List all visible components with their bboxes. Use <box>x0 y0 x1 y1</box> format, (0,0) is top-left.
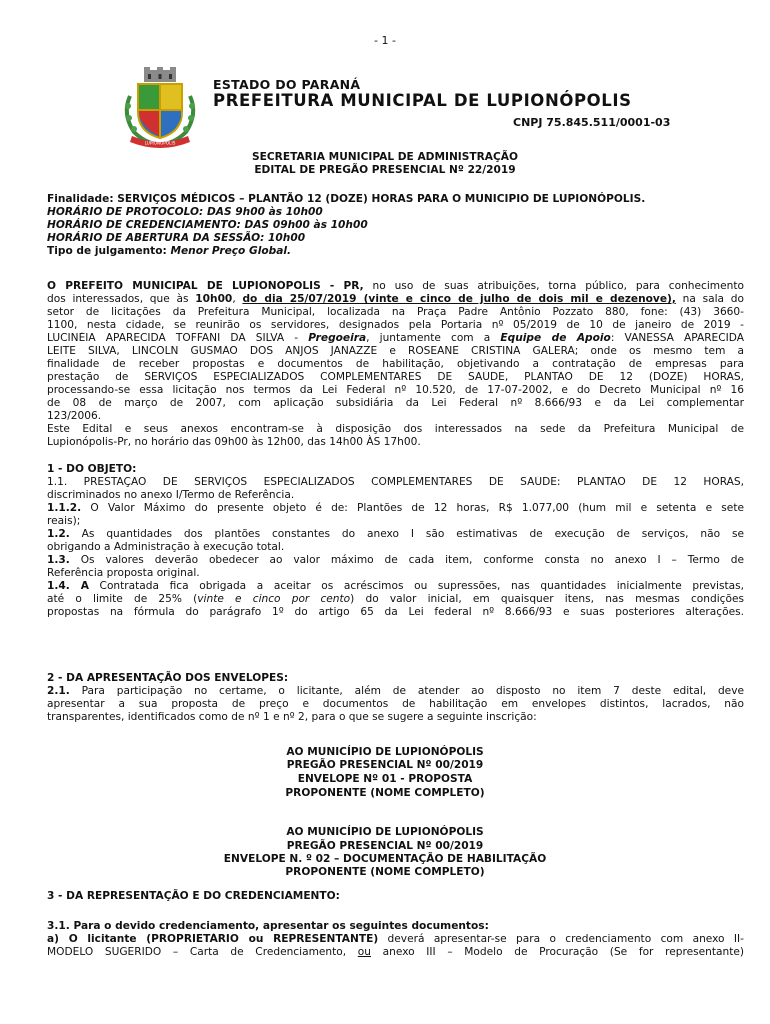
intro-line <box>47 293 744 306</box>
intro-line <box>47 332 744 345</box>
item-text: Os valores deverão obedecer ao valor máximo de cada item, conforme consta no anexo I – Termo de <box>69 554 744 566</box>
credenciamento-line: HORÁRIO DE CREDENCIAMENTO: DAS 09h00 às 10h00 <box>47 219 368 231</box>
intro-date: do dia 25/07/2019 (vinte e cinco de julho de dois mil e dezenove), <box>242 293 676 305</box>
header-prefecture: PREFEITURA MUNICIPAL DE LUPIONÓPOLIS <box>213 91 632 110</box>
intro-prefeito: O PREFEITO MUNICIPAL DE LUPIONÓPOLIS - PR, <box>47 280 364 292</box>
item-text: MODELO SUGERIDO – Carta de Credenciamento, <box>47 946 358 958</box>
intro-line <box>47 280 744 293</box>
section-heading: 2 - DA APRESENTAÇÃO DOS ENVELOPES: <box>47 672 289 684</box>
intro-line: setor de licitações da Prefeitura Municipal, localizada na Praça Padre Antônio Pozzato 880, fone: (43) 3660- <box>47 306 744 318</box>
section-heading: 3 - DA REPRESENTAÇÃO E DO CREDENCIAMENTO: <box>47 890 340 902</box>
summary-block <box>47 193 744 258</box>
section-line: 1.1. PRESTAÇÃO DE SERVIÇOS ESPECIALIZADOS COMPLEMENTARES DE SAÚDE: PLANTÃO DE 12 HORAS, <box>47 476 744 488</box>
section-line <box>47 502 744 515</box>
intro-line: Este Edital e seus anexos encontram-se à disposição dos interessados na sede da Prefeitura Municipal de <box>47 423 744 435</box>
julgamento-label: Tipo de julgamento <box>47 245 163 257</box>
intro-time: 10h00 <box>195 293 233 305</box>
intro-line: LEITE SILVA, LINCOLN GUSMÃO DOS ANJOS JANAZZE e ROSEANE CRISTINA GALERA; onde os mesmo tem a <box>47 345 744 357</box>
item-number: 1.4. A <box>47 580 89 592</box>
envelope2-line: AO MUNICÍPIO DE LUPIONÓPOLIS <box>286 826 484 838</box>
section-line: propostas na fórmula do parágrafo 1º do artigo 65 da Lei federal nº 8.666/93 e suas posteriores alterações. <box>47 606 744 618</box>
section-line: apresentar a sua proposta de preço e documentos de habilitação em envelopes distintos, lacrados, não <box>47 698 744 710</box>
item-number: 2.1. <box>47 685 70 697</box>
item-number: 1.3. <box>47 554 70 566</box>
item-text: Contratada fica obrigada a aceitar os acréscimos ou supressões, nas quantidades inicialmente previstas, <box>88 580 744 592</box>
envelope1-line: PROPONENTE (NOME COMPLETO) <box>285 787 485 799</box>
intro-line: 123/2006. <box>47 410 102 422</box>
intro-line: Lupionópolis-Pr, no horário das 09h00 às 12h00, das 14h00 ÀS 17h00. <box>47 436 421 448</box>
secretaria-title: SECRETARIA MUNICIPAL DE ADMINISTRAÇÃO <box>252 151 518 163</box>
section-heading: 1 - DO OBJETO: <box>47 463 137 475</box>
item-text: deverá apresentar-se para o credenciamento com anexo II- <box>378 933 744 945</box>
intro-pregoeira: Pregoeira <box>308 332 367 344</box>
envelope1-line: PREGÃO PRESENCIAL Nº 00/2019 <box>286 759 484 771</box>
item-text: ) do valor inicial, em quaisquer itens, nas mesmas condições <box>350 593 744 605</box>
julgamento-value: Menor Preço Global. <box>170 245 291 257</box>
intro-text: dos interessados, que às <box>47 293 196 305</box>
intro-line: prestação de SERVIÇOS ESPECIALIZADOS COMPLEMENTARES DE SAÚDE, PLANTÃO DE 12 (DOZE) HORAS, <box>47 371 744 383</box>
intro-text: no uso de suas atribuições, torna público, para conhecimento <box>363 280 744 292</box>
municipal-crest-icon <box>120 66 200 148</box>
item-text: O Valor Máximo do presente objeto é de: Plantões de 12 horas, R$ 1.077,00 (hum mil e setenta e sete <box>81 502 744 514</box>
page-number: - 1 - <box>374 34 396 47</box>
section-credenciamento <box>47 920 744 959</box>
item-underlined: ou <box>357 946 371 958</box>
intro-text: LUCINÉIA APARECIDA TOFFANI DA SILVA - <box>47 332 309 344</box>
item-text: Para participação no certame, o licitante, além de atender ao disposto no item 7 deste edital, deve <box>69 685 744 697</box>
section-line: reais); <box>47 515 81 527</box>
intro-line: 1100, nesta cidade, se reunirão os servidores, designados pela Portaria nº 05/2019 de 10 de janeiro de 2019 - <box>47 319 744 331</box>
item-text: As quantidades dos plantões constantes do anexo I são estimativas de execução de serviços, não se <box>69 528 744 540</box>
finalidade-line: Finalidade: SERVIÇOS MÉDICOS – PLANTÃO 12 (DOZE) HORAS PARA O MUNICIPIO DE LUPIONÓPOLIS. <box>47 193 646 205</box>
item-italic: vinte e cinco por cento <box>197 593 351 605</box>
section-objeto <box>47 463 744 619</box>
envelope2-line: ENVELOPE N. º 02 – DOCUMENTAÇÃO DE HABILITAÇÃO <box>223 853 547 865</box>
section-envelopes <box>47 672 744 724</box>
section-line <box>47 685 744 698</box>
envelope2-line: PREGÃO PRESENCIAL Nº 00/2019 <box>286 840 484 852</box>
section-line: obrigando a Administração à execução total. <box>47 541 285 553</box>
envelope2-line: PROPONENTE (NOME COMPLETO) <box>285 866 485 878</box>
section-line: Referência proposta original. <box>47 567 200 579</box>
julgamento-line: Tipo de julgamento: Menor Preço Global. <box>47 245 291 257</box>
section-credenciamento-heading <box>47 890 744 903</box>
envelope1-line: ENVELOPE Nº 01 - PROPOSTA <box>297 773 473 785</box>
header-state: ESTADO DO PARANÁ <box>213 77 361 92</box>
section-line <box>47 946 744 959</box>
section-line: transparentes, identificados como de nº 1 e nº 2, para o que se sugere a seguinte inscrição: <box>47 711 537 723</box>
intro-text: na sala do <box>675 293 744 305</box>
protocolo-line: HORÁRIO DE PROTOCOLO: DAS 9h00 às 10h00 <box>47 206 323 218</box>
section-line: discriminados no anexo I/Termo de Referência. <box>47 489 295 501</box>
item-number: 1.2. <box>47 528 70 540</box>
header-cnpj: CNPJ 75.845.511/0001-03 <box>513 116 671 129</box>
intro-line: de 08 de março de 2007, com aplicação subsidiária da Lei Federal nº 8.666/93 e da Lei complementar <box>47 397 744 409</box>
intro-text: , <box>232 293 243 305</box>
section-line <box>47 933 744 946</box>
abertura-line: HORÁRIO DE ABERTURA DA SESSÃO: 10h00 <box>47 232 306 244</box>
section-line <box>47 528 744 541</box>
intro-line: finalidade de receber propostas e documentos de habilitação, objetivando a contratação de empresas para <box>47 358 744 370</box>
section-line <box>47 580 744 593</box>
item-text: até o limite de 25% ( <box>47 593 198 605</box>
section-line <box>47 554 744 567</box>
intro-line: processando-se essa licitação nos termos da Lei Federal nº 10.520, de 17-07-2002, e do Decreto Municipal nº 16 <box>47 384 744 396</box>
item-number: a) O licitante (PROPRIETÁRIO ou REPRESENTANTE) <box>47 933 379 945</box>
intro-equipe: Equipe de Apoio <box>500 332 611 344</box>
intro-paragraph <box>47 280 744 449</box>
item-number: 1.1.2. <box>47 502 82 514</box>
section-line <box>47 593 744 606</box>
edital-title: EDITAL DE PREGÃO PRESENCIAL Nº 22/2019 <box>254 164 516 176</box>
envelope1-line: AO MUNICÍPIO DE LUPIONÓPOLIS <box>286 746 484 758</box>
intro-text: , juntamente com a <box>366 332 501 344</box>
intro-text: : VANESSA APARECIDA <box>610 332 744 344</box>
item-text: anexo III – Modelo de Procuração (Se for representante) <box>371 946 744 958</box>
section-subheading: 3.1. Para o devido credenciamento, apresentar os seguintes documentos: <box>47 920 489 932</box>
crest-ribbon-text: LUPIONÓPOLIS <box>144 140 176 146</box>
